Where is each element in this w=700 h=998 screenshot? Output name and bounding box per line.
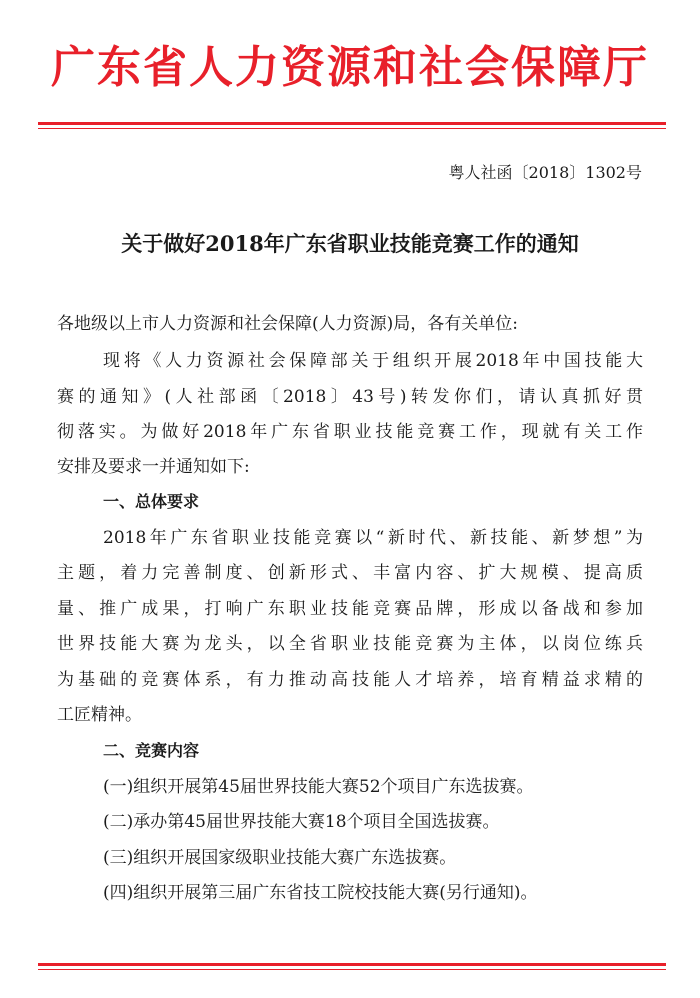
list-item: (三)组织开展国家级职业技能大赛广东选拔赛。 xyxy=(103,848,457,868)
list-item: (四)组织开展第三届广东省技工院校技能大赛(另行通知)。 xyxy=(103,883,538,903)
list-item: (一)组织开展第45届世界技能大赛52个项目广东选拔赛。 xyxy=(103,777,534,797)
list-item: (二)承办第45届世界技能大赛18个项目全国选拔赛。 xyxy=(103,812,500,832)
footer-rule xyxy=(38,963,666,970)
masthead-rule xyxy=(38,122,666,129)
paragraph-line: 主题，着力完善制度、创新形式、丰富内容、扩大规模、提高质 xyxy=(57,563,643,583)
masthead-title: 广东省人力资源和社会保障厅 xyxy=(51,42,649,93)
footer-rule-thin xyxy=(38,969,666,970)
paragraph-line: 为基础的竞赛体系，有力推动高技能人才培养，培育精益求精的 xyxy=(57,670,643,690)
paragraph-line: 工匠精神。 xyxy=(57,705,142,725)
intro-line: 现将《人力资源社会保障部关于组织开展2018年中国技能大 xyxy=(103,351,643,371)
intro-line: 彻落实。为做好2018年广东省职业技能竞赛工作，现就有关工作 xyxy=(57,422,643,442)
document-title: 关于做好2018年广东省职业技能竞赛工作的通知 xyxy=(121,231,579,256)
masthead-rule-thin xyxy=(38,128,666,129)
intro-line: 赛的通知》(人社部函〔2018〕43号)转发你们，请认真抓好贯 xyxy=(57,387,643,407)
paragraph-line: 世界技能大赛为龙头，以全省职业技能竞赛为主体，以岗位练兵 xyxy=(57,634,643,654)
paragraph-line: 2018年广东省职业技能竞赛以“新时代、新技能、新梦想”为 xyxy=(103,528,643,548)
document-number: 粤人社函〔2018〕1302号 xyxy=(448,163,642,182)
section-heading: 二、竞赛内容 xyxy=(103,741,200,760)
salutation: 各地级以上市人力资源和社会保障(人力资源)局，各有关单位: xyxy=(57,314,518,334)
footer-rule-thick xyxy=(38,963,666,966)
intro-line: 安排及要求一并通知如下: xyxy=(57,457,250,477)
section-heading: 一、总体要求 xyxy=(103,492,200,511)
paragraph-line: 量、推广成果，打响广东职业技能竞赛品牌，形成以备战和参加 xyxy=(57,599,643,619)
masthead-rule-thick xyxy=(38,122,666,125)
